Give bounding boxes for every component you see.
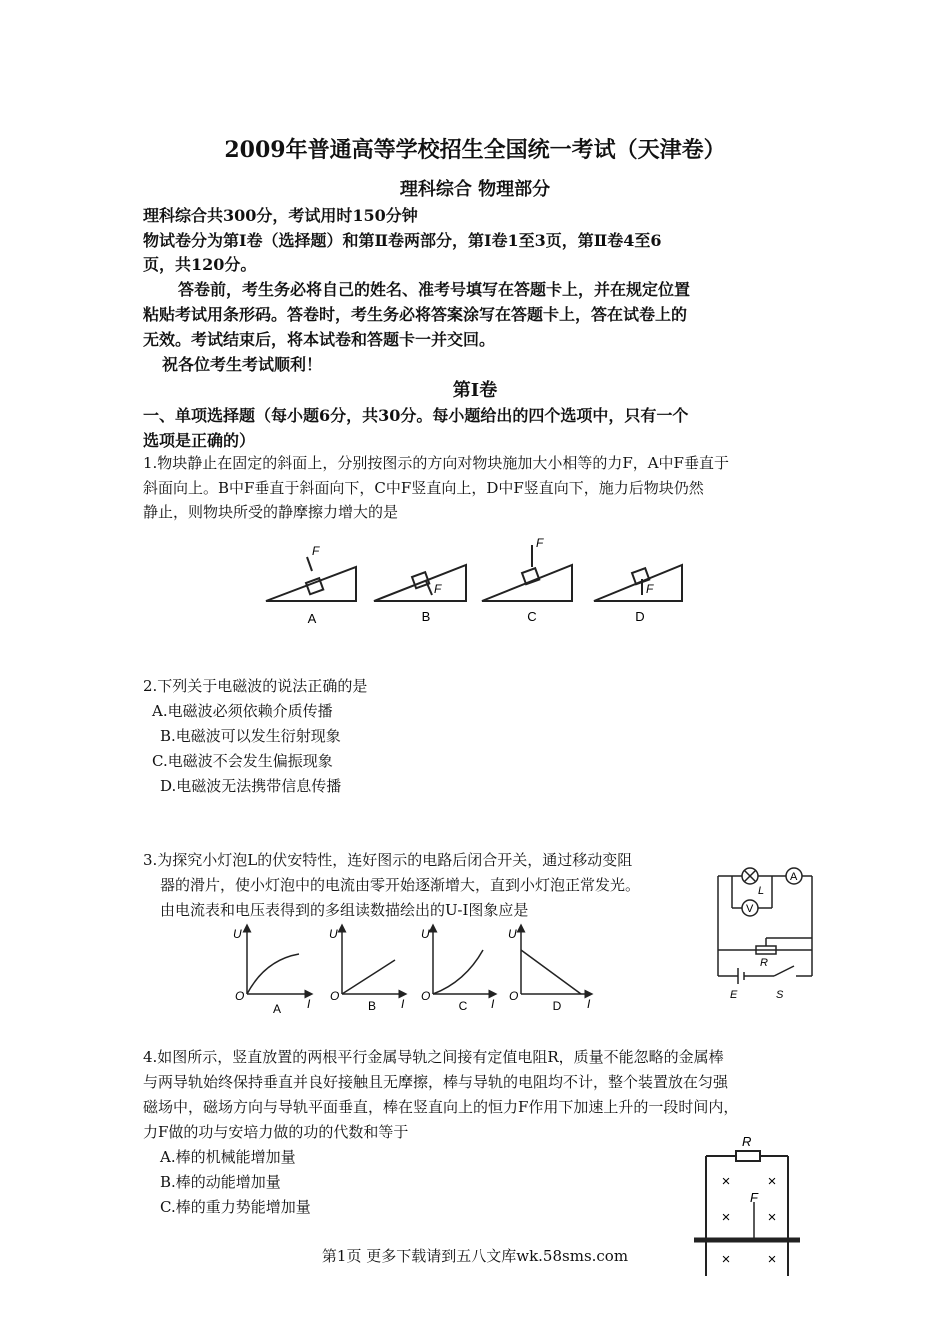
- fig-label-b: B: [421, 609, 431, 624]
- label-force: F: [750, 1190, 758, 1205]
- circuit-label-ammeter: A: [790, 871, 798, 883]
- q2-option-b: B.电磁波可以发生衍射现象: [160, 727, 341, 745]
- curve-d: [521, 950, 581, 994]
- section-instr-1: 一、单项选择题（每小题6分，共30分。每小题给出的四个选项中，只有一个: [143, 406, 689, 425]
- axis-u-a: U: [233, 927, 242, 941]
- graph-label-b: B: [367, 999, 377, 1013]
- q2-option-c: C.电磁波不会发生偏振现象: [152, 752, 333, 770]
- curve-a: [247, 954, 299, 994]
- q1-line-1: 1.物块静止在固定的斜面上，分别按图示的方向对物块施加大小相等的力F，A中F垂直于: [143, 454, 729, 472]
- graph-label-c: C: [458, 999, 468, 1013]
- switch-symbol: [774, 966, 794, 976]
- origin-d: O: [509, 989, 519, 1003]
- q2-stem: 2.下列关于电磁波的说法正确的是: [143, 677, 368, 695]
- circuit-label-battery: E: [730, 989, 738, 1001]
- block-c: [522, 568, 539, 584]
- page-title: 2009年普通高等学校招生全国统一考试（天津卷）: [224, 137, 726, 163]
- q1-line-2: 斜面向上。B中F垂直于斜面向下，C中F竖直向上，D中F竖直向下，施力后物块仍然: [143, 479, 704, 497]
- intro-line-4: 答卷前，考生务必将自己的姓名、准考号填写在答题卡上，并在规定位置: [178, 280, 691, 299]
- origin-a: O: [235, 989, 245, 1003]
- axis-u-d: U: [508, 927, 517, 941]
- circuit-label-rheostat: R: [760, 957, 768, 969]
- axis-i-b: I: [401, 997, 405, 1011]
- q3-line-1: 3.为探究小灯泡L的伏安特性，连好图示的电路后闭合开关，通过移动变阻: [143, 851, 633, 869]
- force-label-d: F: [646, 582, 654, 596]
- intro-line-1: 理科综合共300分，考试用时150分钟: [143, 206, 418, 225]
- intro-line-6: 无效。考试结束后，将本试卷和答题卡一并交回。: [143, 330, 496, 349]
- q1-figure: [260, 535, 700, 630]
- field-mark: ×: [767, 1251, 777, 1268]
- q2-option-a: A.电磁波必须依赖介质传播: [152, 702, 333, 720]
- q3-line-2: 器的滑片，使小灯泡中的电流由零开始逐渐增大，直到小灯泡正常发光。: [160, 876, 641, 894]
- q4-line-3: 磁场中，磁场方向与导轨平面垂直，棒在竖直向上的恒力F作用下加速上升的一段时间内，: [143, 1098, 739, 1116]
- graph-label-a: A: [272, 1002, 282, 1016]
- intro-line-2: 物试卷分为第Ⅰ卷（选择题）和第Ⅱ卷两部分，第Ⅰ卷1至3页，第Ⅱ卷4至6: [143, 231, 662, 250]
- section-title: 第Ⅰ卷: [452, 380, 498, 401]
- q1-line-3: 静止，则物块所受的静摩擦力增大的是: [143, 503, 399, 521]
- graph-label-d: D: [552, 999, 562, 1013]
- q4-line-2: 与两导轨始终保持垂直并良好接触且无摩擦，棒与导轨的电阻均不计，整个装置放在匀强: [143, 1073, 729, 1091]
- q3-graphs: [225, 920, 605, 1020]
- intro-line-7: 祝各位考生考试顺利！: [162, 355, 323, 374]
- field-mark: ×: [721, 1173, 731, 1190]
- axis-i-c: I: [491, 997, 495, 1011]
- force-label-b: F: [434, 582, 442, 596]
- section-instr-2: 选项是正确的）: [143, 431, 256, 450]
- label-resistor: R: [742, 1134, 752, 1149]
- resistor-symbol: [736, 1151, 760, 1161]
- circuit-label-voltmeter: V: [746, 903, 754, 915]
- field-mark: ×: [767, 1173, 777, 1190]
- intro-line-5: 粘贴考试用条形码。答卷时，考生务必将答案涂写在答题卡上，答在试卷上的: [143, 305, 688, 324]
- incline-b: [374, 565, 466, 601]
- axis-i-d: I: [587, 997, 591, 1011]
- incline-a: [266, 567, 356, 601]
- q3-line-3: 由电流表和电压表得到的多组读数描绘出的U-I图象应是: [160, 901, 529, 919]
- circuit-label-lamp: L: [758, 885, 765, 897]
- axis-u-c: U: [421, 927, 430, 941]
- fig-label-d: D: [635, 609, 645, 624]
- origin-b: O: [330, 989, 340, 1003]
- field-mark: ×: [721, 1251, 731, 1268]
- field-mark: ×: [767, 1209, 777, 1226]
- axis-i-a: I: [307, 997, 311, 1011]
- origin-c: O: [421, 989, 431, 1003]
- fig-label-c: C: [527, 609, 537, 624]
- q4-line-4: 力F做的功与安培力做的功的代数和等于: [143, 1123, 409, 1141]
- curve-c: [433, 950, 483, 994]
- fig-label-a: A: [307, 611, 317, 626]
- curve-b: [342, 960, 395, 994]
- circuit-label-switch: S: [776, 989, 784, 1001]
- force-label-a: F: [312, 544, 320, 558]
- page-subtitle: 理科综合 物理部分: [399, 179, 551, 200]
- q4-option-c: C.棒的重力势能增加量: [160, 1198, 311, 1216]
- force-label-c: F: [536, 536, 544, 550]
- block-a: [306, 578, 323, 594]
- field-mark: ×: [721, 1209, 731, 1226]
- page-footer: 第1页 更多下载请到五八文库wk.58sms.com: [321, 1247, 629, 1265]
- q4-line-1: 4.如图所示，竖直放置的两根平行金属导轨之间接有定值电阻R，质量不能忽略的金属棒: [143, 1048, 724, 1066]
- q2-option-d: D.电磁波无法携带信息传播: [160, 777, 342, 795]
- q4-option-b: B.棒的动能增加量: [160, 1173, 281, 1191]
- intro-line-3: 页，共120分。: [143, 255, 257, 274]
- q4-option-a: A.棒的机械能增加量: [160, 1148, 296, 1166]
- axis-u-b: U: [329, 927, 338, 941]
- force-arrow-a: [307, 557, 312, 571]
- q3-circuit: [712, 858, 822, 1003]
